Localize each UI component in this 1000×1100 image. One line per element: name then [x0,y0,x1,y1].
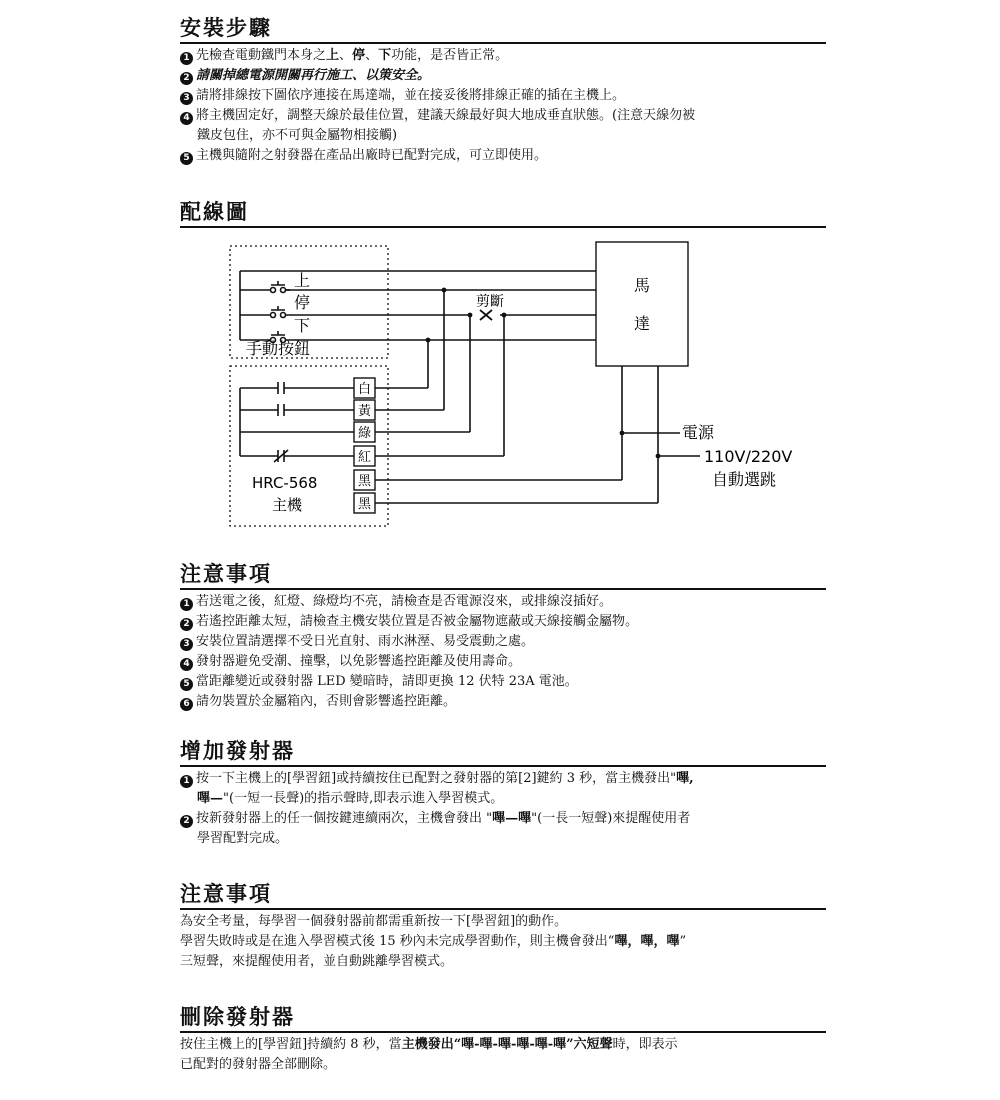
number-bullet-icon: 4 [180,658,193,671]
model-label: HRC-568 [252,474,318,492]
add-list [180,769,826,849]
paragraph-line [180,1055,826,1075]
text-run: 按新發射器上的任一個按鍵連續兩次，主機會發出 " [196,811,493,826]
list-item [180,612,826,632]
unit-label: 主機 [272,496,303,514]
list-item-text: 請勿裝置於金屬箱內，否則會影響遙控距離。 [196,694,457,709]
number-bullet-icon: 5 [180,152,193,165]
list-item [180,66,826,86]
paragraph-line [180,932,826,952]
voltage-label: 110V/220V [704,447,793,466]
list-item [180,692,826,712]
text-run: 嗶— [197,791,224,806]
terminal-yellow: 黃 [357,404,372,419]
notes2-section [180,881,826,972]
list-item-continuation [180,829,826,849]
paragraph-line [180,1035,826,1055]
number-bullet-icon: 4 [180,112,193,125]
text-run: 已配對的發射器全部刪除。 [180,1057,337,1072]
add-title: 增加發射器 [180,738,826,767]
text-run: 主機發出“嗶-嗶-嗶-嗶-嗶-嗶”六短聲 [401,1037,613,1052]
text-run: 、 [339,48,353,63]
text-run: 嗶—嗶 [492,811,532,826]
number-bullet-icon: 1 [180,52,193,65]
list-item-continuation [180,789,826,809]
install-section [180,15,826,166]
power-label: 電源 [682,423,715,442]
paragraph-line [180,952,826,972]
text-run: 嗶，嗶，嗶 [614,934,680,949]
number-bullet-icon: 2 [180,815,193,828]
number-bullet-icon: 2 [180,618,193,631]
list-item-text: 請關掉總電源開關再行施工、以策安全。 [196,68,431,83]
list-item [180,86,826,106]
text-run: 按住主機上的[學習鈕]持續約 8 秒，當 [180,1037,402,1052]
list-item-text: 發射器避免受潮、撞擊，以免影響遙控距離及使用壽命。 [196,654,522,669]
list-item-text: 主機與隨附之射發器在產品出廠時已配對完成，可立即使用。 [196,148,548,163]
delete-title: 刪除發射器 [180,1004,826,1033]
text-run: 、 [365,48,379,63]
text-run: 學習配對完成。 [197,831,289,846]
install-title: 安裝步驟 [180,15,826,44]
add-section [180,738,826,849]
wiring-diagram [180,228,800,538]
text-run: 為安全考量，每學習一個發射器前都需重新按一下[學習鈕]的動作。 [180,914,568,929]
text-run: "(一短一長聲)的指示聲時,即表示進入學習模式。 [223,791,504,806]
install-list [180,46,826,166]
list-item [180,632,826,652]
terminal-block [354,378,375,513]
delete-lines [180,1035,826,1075]
number-bullet-icon: 1 [180,775,193,788]
manual-button-label: 手動按鈕 [246,339,311,358]
terminal-black-2: 黑 [357,497,372,512]
text-run: 嗶, [676,771,694,786]
list-item-text: 請將排線按下圖依序連接在馬達端，並在接妥後將排線正確的插在主機上。 [196,88,626,103]
number-bullet-icon: 3 [180,92,193,105]
cut-label: 剪斷 [476,294,504,310]
text-run: 停 [352,48,366,63]
list-item [180,46,826,66]
notes2-title: 注意事項 [180,881,826,910]
number-bullet-icon: 3 [180,638,193,651]
list-item [180,672,826,692]
list-item [180,809,826,849]
terminal-black-1: 黑 [357,474,372,489]
number-bullet-icon: 1 [180,598,193,611]
text-run: "(一長一短聲)來提醒使用者 [531,811,691,826]
switch-label-up: 上 [294,271,311,290]
terminal-white: 白 [357,382,372,397]
list-item [180,652,826,672]
motor-label-1: 馬 [633,276,651,295]
list-item [180,592,826,612]
text-run: 學習失敗時或是在進入學習模式後 15 秒內未完成學習動作，則主機會發出“ [180,934,615,949]
text-run: 按一下主機上的[學習鈕]或持續按住已配對之發射器的第[2]鍵約 3 秒，當主機發出" [196,771,677,786]
list-item-text: 將主機固定好，調整天線於最佳位置，建議天線最好與大地成垂直狀態。(注意天線勿被 [196,108,696,123]
paragraph-line [180,912,826,932]
text-run: 上 [326,48,340,63]
auto-switch-label: 自動選跳 [712,470,777,489]
notes1-list [180,592,826,712]
delete-section [180,1004,826,1075]
list-item [180,146,826,166]
list-item-text: 安裝位置請選擇不受日光直射、雨水淋溼、易受震動之處。 [196,634,535,649]
text-run: ” [679,934,687,949]
notes1-title: 注意事項 [180,561,826,590]
wiring-title: 配線圖 [180,199,826,228]
text-run: 功能，是否皆正常。 [391,48,509,63]
list-item-text: 當距離變近或發射器 LED 變暗時，請即更換 12 伏特 23A 電池。 [196,674,578,689]
switch-label-down: 下 [294,316,311,335]
list-item-text: 若送電之後，紅燈、綠燈均不亮，請檢查是否電源沒來，或排線沒插好。 [196,594,613,609]
list-item [180,106,826,146]
switch-label-stop: 停 [294,293,311,312]
terminal-red: 紅 [357,450,372,465]
terminal-green: 綠 [357,426,372,441]
notes2-lines [180,912,826,972]
number-bullet-icon: 6 [180,698,193,711]
list-item-text: 若遙控距離太短，請檢查主機安裝位置是否被金屬物遮蔽或天線接觸金屬物。 [196,614,639,629]
text-run: 三短聲，來提醒使用者，並自動跳離學習模式。 [180,954,454,969]
wiring-section [180,199,826,228]
number-bullet-icon: 5 [180,678,193,691]
text-run: 下 [378,48,392,63]
list-item [180,769,826,809]
motor-label-2: 達 [633,314,651,333]
list-item-continuation: 鐵皮包住，亦不可與金屬物相接觸) [197,128,398,143]
text-run: 先檢查電動鐵門本身之 [196,48,327,63]
text-run: 時，即表示 [612,1037,678,1052]
number-bullet-icon: 2 [180,72,193,85]
notes1-section [180,561,826,712]
